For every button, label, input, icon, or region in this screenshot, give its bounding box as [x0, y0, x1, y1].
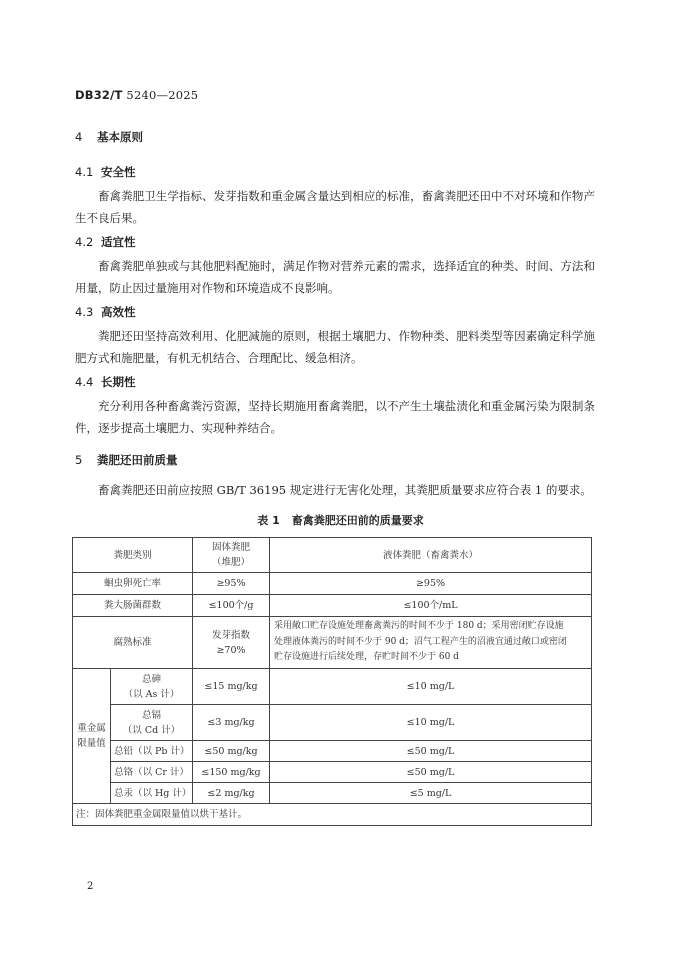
table-row	[73, 762, 592, 783]
section-4-3-title: 高效性	[101, 305, 136, 319]
table-caption-number: 表 1	[257, 514, 280, 527]
section-5-title: 粪肥还田前质量	[97, 453, 178, 467]
section-4-heading	[75, 129, 143, 145]
heavy-metal-group-line1: 重金属	[77, 723, 106, 734]
table-row	[73, 595, 592, 617]
section-4-2-heading	[75, 234, 136, 250]
section-5-paragraph: 畜禽粪肥还田前应按照 GB/T 36195 规定进行无害化处理，其粪肥质量要求应符合表 1 的要求。	[98, 483, 592, 497]
row-pb-solid: ≤50 mg/kg	[193, 741, 270, 762]
row-cr-label: 总铬（以 Cr 计）	[111, 762, 193, 783]
section-4-4-heading	[75, 374, 136, 390]
row-maturity-solid-line2: ≥70%	[216, 644, 246, 656]
section-4-4-paragraph: 充分利用各种畜禽粪污资源，坚持长期施用畜禽粪肥，以不产生土壤盐渍化和重金属污染为限制条件，逐步提高土壤肥力、实现种养结合。	[75, 399, 595, 435]
section-4-4-number: 4.4	[75, 375, 94, 389]
section-5-number: 5	[75, 453, 83, 467]
section-4-number: 4	[75, 130, 83, 144]
section-4-1-paragraph: 畜禽粪肥卫生学指标、发芽指数和重金属含量达到相应的标准，畜禽粪肥还田中不对环境和作物产生不良后果。	[75, 189, 595, 225]
row-as-label	[111, 669, 193, 705]
section-4-4-title: 长期性	[101, 375, 136, 389]
header-liquid: 液体粪肥（畜禽粪水）	[270, 538, 592, 573]
section-4-3-heading	[75, 304, 136, 320]
row-maturity-liquid-line2: 处理液体粪污的时间不少于 90 d；沼气工程产生的沼液宜通过敞口或密闭	[274, 636, 567, 647]
document-code-number: 5240—2025	[126, 88, 199, 102]
document-code-prefix: DB32/T	[75, 88, 123, 102]
table-row	[73, 573, 592, 595]
quality-requirements-table	[72, 537, 592, 826]
table-row	[73, 783, 592, 804]
row-maturity-liquid-line3: 贮存设施进行后续处理，存贮时间不少于 60 d	[274, 652, 459, 663]
table-caption-title: 畜禽粪肥还田前的质量要求	[291, 514, 424, 527]
row-cd-liquid: ≤10 mg/L	[270, 705, 592, 741]
header-solid	[193, 538, 270, 573]
row-coli-solid: ≤100个/g	[193, 595, 270, 617]
row-worm-liquid: ≥95%	[270, 573, 592, 595]
table-note-row	[73, 804, 592, 826]
row-as-solid: ≤15 mg/kg	[193, 669, 270, 705]
row-coli-label: 粪大肠菌群数	[73, 595, 193, 617]
row-cd-label-line1: 总镉	[141, 709, 161, 721]
section-4-1-title: 安全性	[101, 165, 136, 179]
section-4-1-number: 4.1	[75, 165, 94, 179]
row-maturity-solid-line1: 发芽指数	[211, 629, 250, 641]
row-cr-liquid: ≤50 mg/L	[270, 762, 592, 783]
row-maturity-liquid	[270, 617, 592, 669]
heavy-metal-group-line2: 限量值	[77, 738, 106, 749]
row-pb-liquid: ≤50 mg/L	[270, 741, 592, 762]
section-4-2-title: 适宜性	[101, 235, 136, 249]
table-row	[73, 741, 592, 762]
page-number: 2	[87, 881, 94, 892]
row-as-label-line2: （以 As 计）	[123, 688, 180, 700]
row-hg-label: 总汞（以 Hg 计）	[111, 783, 193, 804]
table-header-row	[73, 538, 592, 573]
row-worm-solid: ≥95%	[193, 573, 270, 595]
section-4-2-paragraph: 畜禽粪肥单独或与其他肥料配施时，满足作物对营养元素的需求，选择适宜的种类、时间、方法和用量，防止因过量施用对作物和环境造成不良影响。	[75, 259, 595, 295]
row-cd-solid: ≤3 mg/kg	[193, 705, 270, 741]
row-coli-liquid: ≤100个/mL	[270, 595, 592, 617]
section-4-3-paragraph: 粪肥还田坚持高效利用、化肥减施的原则，根据土壤肥力、作物种类、肥料类型等因素确定科学施肥方式和施肥量，有机无机结合、合理配比、缓急相济。	[75, 329, 595, 365]
row-worm-label: 蛔虫卵死亡率	[73, 573, 193, 595]
row-as-liquid: ≤10 mg/L	[270, 669, 592, 705]
row-cd-label-line2: （以 Cd 计）	[122, 724, 181, 736]
row-pb-label: 总铅（以 Pb 计）	[111, 741, 193, 762]
row-cd-label	[111, 705, 193, 741]
row-maturity-liquid-line1: 采用敞口贮存设施处理畜禽粪污的时间不少于 180 d；采用密闭贮存设施	[274, 621, 564, 632]
row-hg-liquid: ≤5 mg/L	[270, 783, 592, 804]
document-code	[75, 88, 198, 102]
table-row	[73, 705, 592, 741]
table-caption	[0, 512, 681, 528]
row-cr-solid: ≤150 mg/kg	[193, 762, 270, 783]
section-4-3-number: 4.3	[75, 305, 94, 319]
header-solid-line1: 固体粪肥	[211, 542, 250, 553]
section-4-2-number: 4.2	[75, 235, 94, 249]
row-maturity-solid	[193, 617, 270, 669]
row-maturity-label: 腐熟标准	[73, 617, 193, 669]
section-4-1-heading	[75, 164, 136, 180]
table-row	[73, 617, 592, 669]
table-note: 注：固体粪肥重金属限量值以烘干基计。	[73, 804, 592, 826]
table-row	[73, 669, 592, 705]
header-category: 粪肥类别	[73, 538, 193, 573]
row-hg-solid: ≤2 mg/kg	[193, 783, 270, 804]
section-5-heading	[75, 452, 178, 468]
heavy-metal-group-label	[73, 669, 111, 804]
section-4-title: 基本原则	[97, 130, 143, 144]
header-solid-line2: （堆肥）	[211, 557, 250, 568]
row-as-label-line1: 总砷	[141, 673, 161, 685]
